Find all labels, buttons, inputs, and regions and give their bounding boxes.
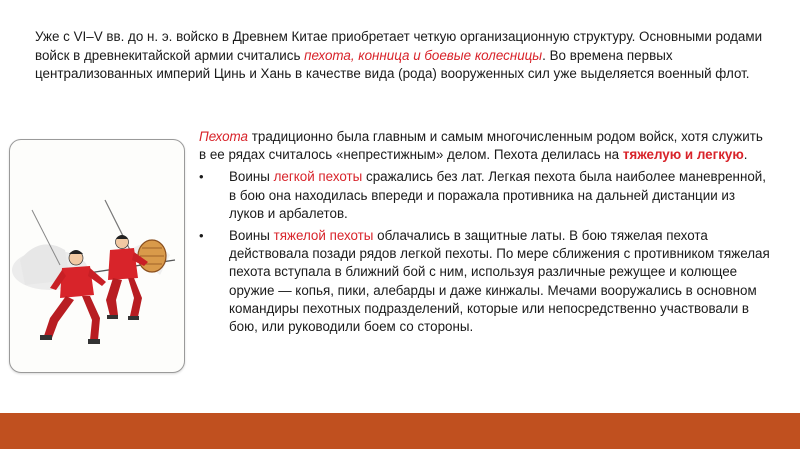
footer-bar: [0, 413, 800, 449]
bullet-text-start: Воины: [229, 228, 274, 244]
intro-text-end: . Во времена первых централизованных империй Цинь и Хань в качестве вида (рода) вооруженных сил уже выделяется военный флот.: [35, 47, 750, 81]
intro-highlight: пехота, конница и боевые колесницы: [304, 47, 543, 63]
warriors-drawing: [10, 140, 184, 372]
intro-paragraph: [35, 28, 775, 84]
infantry-term: Пехота: [199, 129, 249, 144]
infantry-intro-end: .: [743, 147, 748, 163]
bullet-text-start: Воины: [229, 169, 274, 185]
heavy-infantry-highlight: тяжелой пехоты: [273, 228, 374, 244]
light-infantry-highlight: легкой пехоты: [273, 169, 363, 185]
bullet-marker: •: [199, 228, 204, 244]
infantry-illustration: [9, 139, 185, 373]
bullet-marker: •: [199, 169, 204, 185]
infantry-intro-text: традиционно была главным и самым многочисленным родом войск, хотя служить в ее рядах считалось «непрестижным» делом. Пехота делилась на: [199, 129, 763, 163]
list-item: [199, 227, 771, 336]
bullet-text-rest: облачались в защитные латы. В бою тяжелая пехота действовала позади рядов легкой пехоты. По мере сближения с противником тяжелая пехота вступала в ближний бой с ним, используя различные режущее и колющее оружие — копья, пики, алебарды и даже кинжалы. Мечами вооружались в основном командиры пехотных подразделений, которые или непосредственно участвовали в бою, или руководили боем со стороны.: [229, 228, 770, 335]
infantry-intro: [199, 128, 771, 164]
infantry-types-highlight: тяжелую и легкую: [622, 147, 744, 163]
list-item: [199, 168, 771, 223]
intro-text-start: Уже с VI–V вв. до н. э. войско в Древнем Китае приобретает четкую организационную структуру. Основными родами войск в древнекитайской армии считались: [35, 29, 763, 63]
infantry-description: [199, 128, 771, 336]
bullet-text-rest: сражались без лат. Легкая пехота была наиболее маневренной, в бою она находилась впереди и поражала противника на дальней дистанции из луков и арбалетов.: [229, 169, 766, 221]
